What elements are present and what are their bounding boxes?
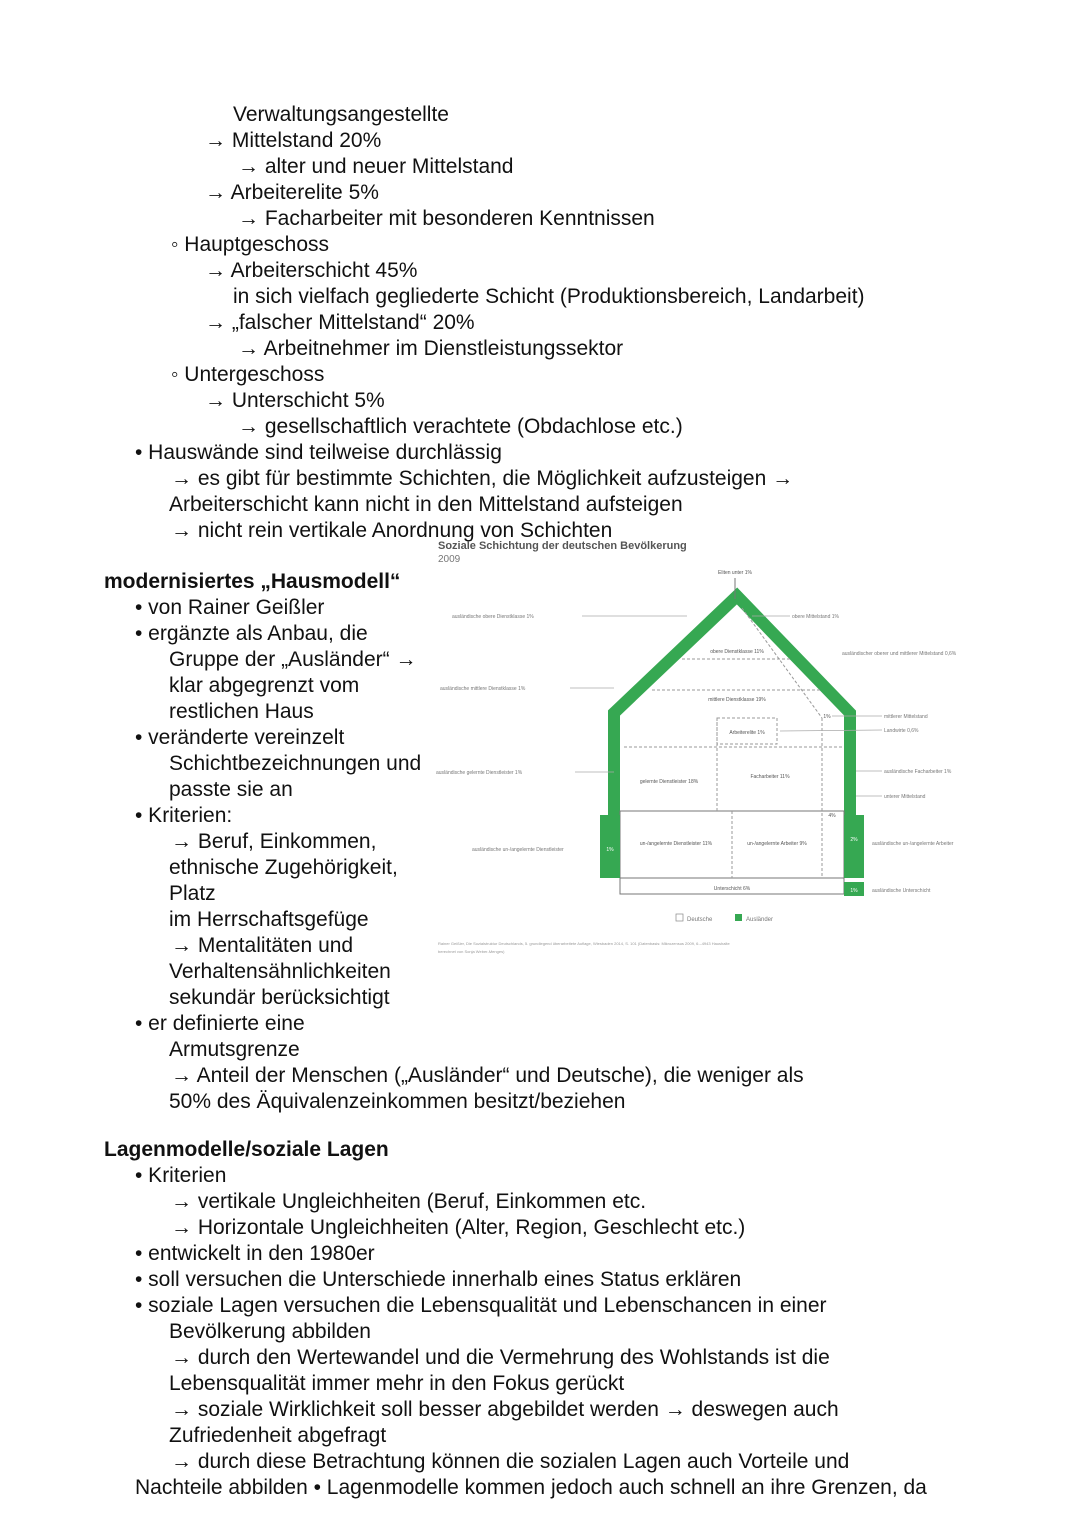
house-model-diagram xyxy=(432,533,988,963)
foreigner-wing-right xyxy=(844,815,864,878)
note-line: ethnische Zugehörigkeit, xyxy=(169,856,398,879)
note-line: • Hauswände sind teilweise durchlässig xyxy=(135,441,502,464)
note-line: → Arbeiterschicht 45% xyxy=(205,259,418,282)
label-hoeherer-mittelstand: obere Mittelstand 1% xyxy=(792,614,839,620)
figure-source: berechnet von Sonja Weber-Menges) xyxy=(438,949,505,954)
note-line: → Unterschicht 5% xyxy=(205,389,385,412)
note-line: Gruppe der „Ausländer“ → xyxy=(169,648,417,671)
note-line: → vertikale Ungleichheiten (Beruf, Einkommen etc. xyxy=(171,1190,647,1213)
note-line: Schichtbezeichnungen und xyxy=(169,752,422,775)
note-line: Arbeiterschicht kann nicht in den Mittelstand aufsteigen xyxy=(169,493,683,516)
note-line: → Arbeitnehmer im Dienstleistungssektor xyxy=(238,337,624,360)
label-ausl-ungelernte-dienstleister: ausländische un-/angelernte Dienstleister xyxy=(472,847,564,853)
label-arbeiterelite: Arbeiterelite 1% xyxy=(729,730,765,736)
label-un-arbeiter: un-/angelernte Arbeiter 9% xyxy=(747,841,807,847)
label-mittlerer-mittelstand: mittlerer Mittelstand xyxy=(884,714,928,720)
wing-label: 1% xyxy=(850,888,858,894)
note-line: klar abgegrenzt vom xyxy=(169,674,360,697)
note-line: → Mittelstand 20% xyxy=(205,129,382,152)
note-line: • soziale Lagen versuchen die Lebensqualität und Lebenschancen in einer xyxy=(135,1294,827,1317)
label-obere-dienstklasse: obere Dienstklasse 11% xyxy=(710,649,764,655)
note-line: Lebensqualität immer mehr in den Fokus gerückt xyxy=(169,1372,625,1395)
note-line: • Kriterien: xyxy=(135,804,233,827)
note-line: • Kriterien xyxy=(135,1164,227,1187)
note-line: Armutsgrenze xyxy=(169,1038,300,1061)
note-line: passte sie an xyxy=(169,778,293,801)
note-line: → es gibt für bestimmte Schichten, die Möglichkeit aufzusteigen → xyxy=(171,467,794,490)
note-line: • veränderte vereinzelt xyxy=(135,726,345,749)
note-line: → durch den Wertewandel und die Vermehrung des Wohlstands ist die xyxy=(171,1346,830,1369)
label-pct: 4% xyxy=(828,813,836,819)
label-ausl-obere-dienstklasse: ausländische obere Dienstklasse 1% xyxy=(452,614,534,620)
label-unterschicht: Unterschicht 6% xyxy=(713,886,751,892)
figure-year: 2009 xyxy=(438,554,461,565)
note-line: ◦ Hauptgeschoss xyxy=(171,233,330,256)
note-line: • soll versuchen die Unterschiede innerhalb eines Status erklären xyxy=(135,1268,742,1291)
label-ausl-unterschicht: ausländische Unterschicht xyxy=(872,888,931,894)
legend-auslaender: Ausländer xyxy=(746,917,774,923)
note-line: → Facharbeiter mit besonderen Kenntnissen xyxy=(238,207,655,230)
note-line: → Horizontale Ungleichheiten (Alter, Region, Geschlecht etc.) xyxy=(171,1216,746,1239)
note-line: 50% des Äquivalenzeinkommen besitzt/beziehen xyxy=(169,1090,626,1113)
label-facharbeiter: Facharbeiter 11% xyxy=(750,774,790,780)
note-line: Platz xyxy=(169,882,216,905)
note-line: → „falscher Mittelstand“ 20% xyxy=(205,311,475,334)
note-line: im Herrschaftsgefüge xyxy=(169,908,369,931)
note-line: → Arbeiterelite 5% xyxy=(205,181,379,204)
note-line: Verwaltungsangestellte xyxy=(233,103,449,126)
label-eliten: Eliten unter 1% xyxy=(718,570,752,576)
note-line: • entwickelt in den 1980er xyxy=(135,1242,375,1265)
note-line: → nicht rein vertikale Anordnung von Schichten xyxy=(171,519,613,542)
note-line: → alter und neuer Mittelstand xyxy=(238,155,514,178)
note-line: Nachteile abbilden • Lagenmodelle kommen jedoch auch schnell an ihre Grenzen, da xyxy=(135,1476,927,1499)
section-heading: Lagenmodelle/soziale Lagen xyxy=(104,1138,389,1161)
note-line: → gesellschaftlich verachtete (Obdachlose etc.) xyxy=(238,415,683,438)
note-line: → durch diese Betrachtung können die sozialen Lagen auch Vorteile und xyxy=(171,1450,850,1473)
note-line: → soziale Wirklichkeit soll besser abgebildet werden → deswegen auch xyxy=(171,1398,839,1421)
wing-label: 2% xyxy=(850,837,858,843)
note-line: → Mentalitäten und xyxy=(171,934,354,957)
label-ausl-obere-mittelstand: ausländischer oberer und mittlerer Mittelstand 0,6% xyxy=(842,651,957,657)
legend-deutsche: Deutsche xyxy=(687,917,713,923)
label-unterer-mittelstand: unterer Mittelstand xyxy=(884,794,926,800)
note-line: → Anteil der Menschen („Ausländer“ und Deutsche), die weniger als xyxy=(171,1064,804,1087)
label-mittlere-dienstklasse: mittlere Dienstklasse 19% xyxy=(708,697,766,703)
note-line: in sich vielfach gegliederte Schicht (Produktionsbereich, Landarbeit) xyxy=(233,285,865,308)
section-heading: modernisiertes „Hausmodell“ xyxy=(104,570,401,593)
legend-swatch-auslaender xyxy=(735,914,742,921)
label-ausl-facharbeiter: ausländische Facharbeiter 1% xyxy=(884,769,952,775)
wing-label: 1% xyxy=(606,847,614,853)
figure-source: Rainer Geißler, Die Sozialstruktur Deutschlands, 5. grundlegend überarbeitete Auflage, Wiesbaden 2014, S. 101 (Datenbasis: Mikrozensus 2009, 6.–4943 Haushalte xyxy=(438,941,730,946)
note-line: Zufriedenheit abgefragt xyxy=(169,1424,387,1447)
figure-title: Soziale Schichtung der deutschen Bevölkerung xyxy=(438,540,687,552)
note-line: • er definierte eine xyxy=(135,1012,305,1035)
label-un-dienstleister: un-/angelernte Dienstleister 11% xyxy=(639,841,713,847)
note-line: sekundär berücksichtigt xyxy=(169,986,390,1009)
leader-line xyxy=(780,730,882,731)
note-line: Verhaltensähnlichkeiten xyxy=(169,960,391,983)
label-pct: 1% xyxy=(823,714,831,720)
note-line: → Beruf, Einkommen, xyxy=(171,830,377,853)
note-line: Bevölkerung abbilden xyxy=(169,1320,371,1343)
note-line: restlichen Haus xyxy=(169,700,314,723)
note-line: ◦ Untergeschoss xyxy=(171,363,325,386)
label-ausl-gelernte-dienstleister: ausländische gelernte Dienstleister 1% xyxy=(436,770,523,776)
label-ausl-ungelernte-arbeiter: ausländische un-/angelernte Arbeiter xyxy=(872,841,954,847)
label-ausl-mittlere-dienstklasse: ausländische mittlere Dienstklasse 1% xyxy=(440,686,526,692)
label-gelernte-dienstleister: gelernte Dienstleister 18% xyxy=(639,779,699,785)
legend-swatch-deutsche xyxy=(676,914,683,921)
note-line: • von Rainer Geißler xyxy=(135,596,325,619)
note-line: • ergänzte als Anbau, die xyxy=(135,622,368,645)
label-landwirte: Landwirte 0,6% xyxy=(884,728,919,734)
